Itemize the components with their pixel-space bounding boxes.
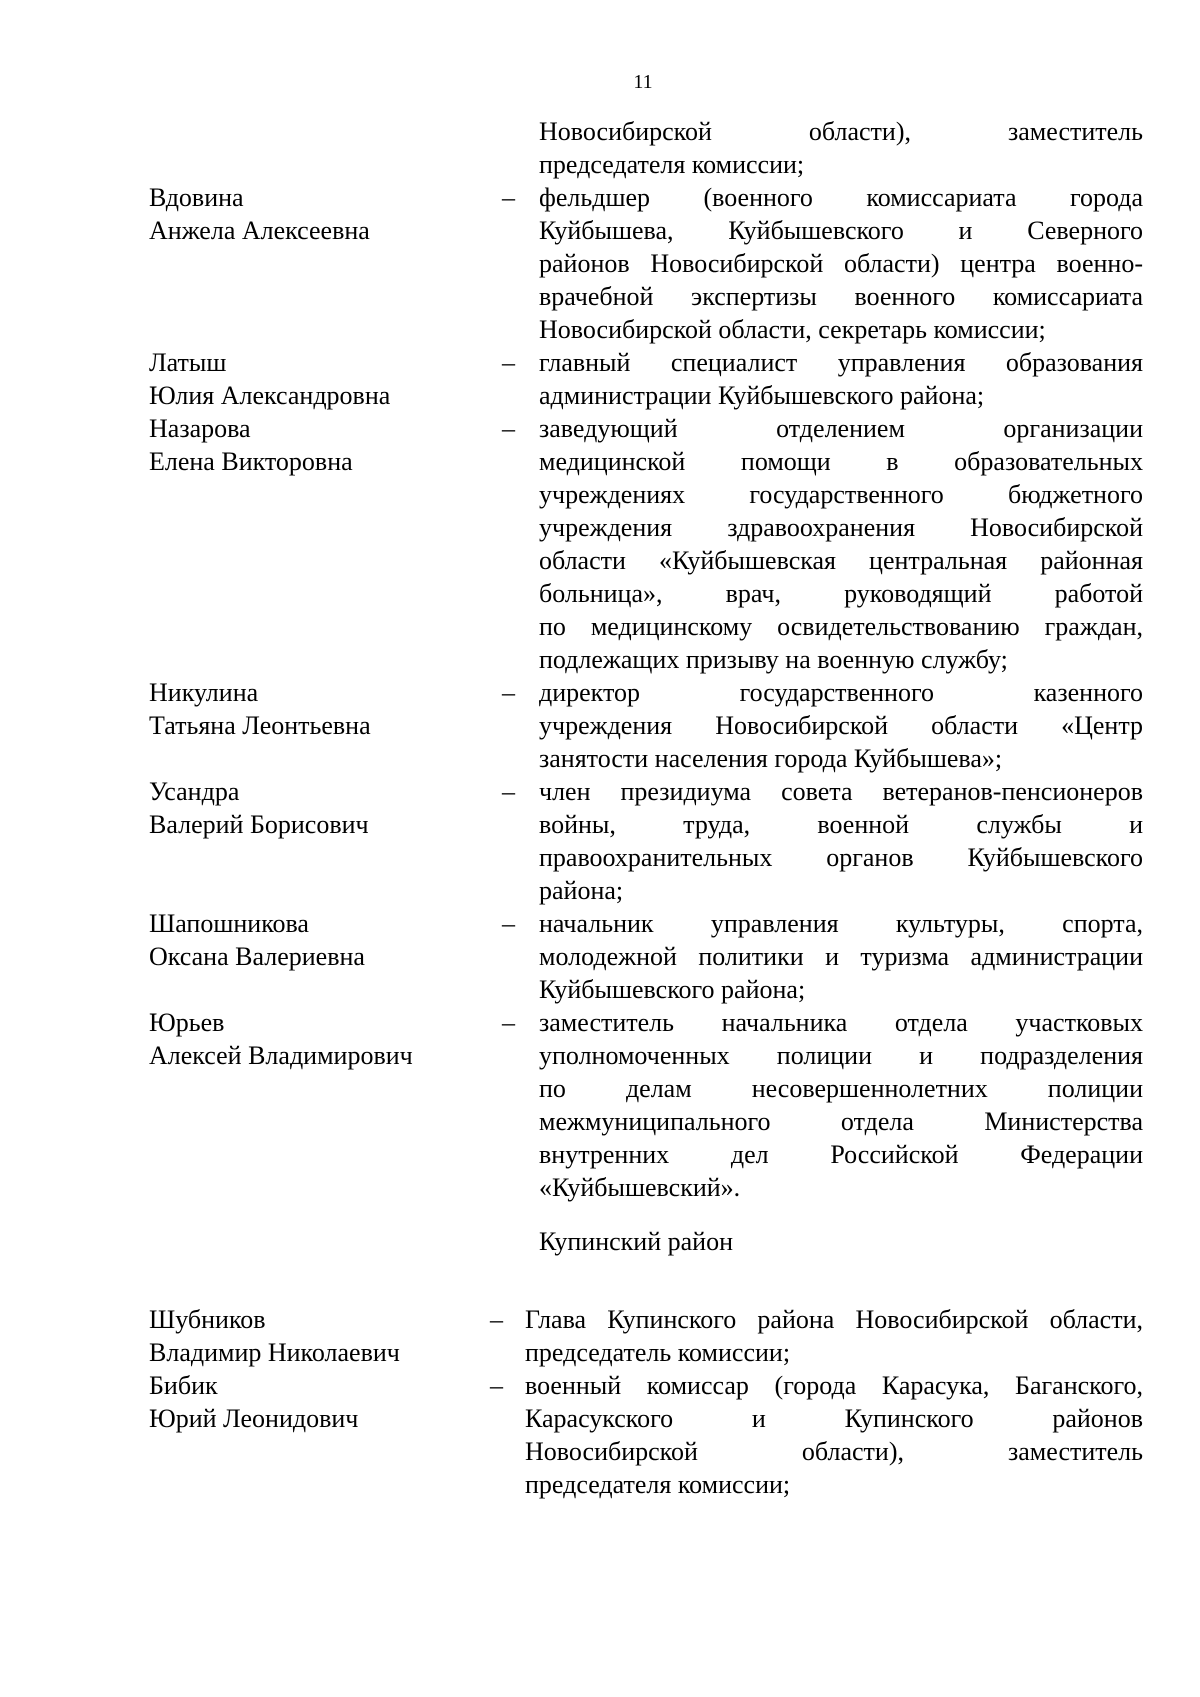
text-line: Куйбышева, Куйбышевского и Северного bbox=[539, 216, 1143, 245]
member-surname: Юрьев bbox=[149, 1008, 225, 1037]
member-surname: Никулина bbox=[149, 678, 259, 707]
section-heading: Купинский район bbox=[539, 1227, 733, 1256]
member-name bbox=[149, 775, 469, 841]
text-line: по медицинскому освидетельствованию граждан, bbox=[539, 612, 1143, 641]
member-given-name: Елена Викторовна bbox=[149, 447, 353, 476]
member-surname: Бибик bbox=[149, 1371, 218, 1400]
continuation-text bbox=[539, 115, 1143, 181]
dash: – bbox=[502, 183, 515, 212]
member-surname: Латыш bbox=[149, 348, 227, 377]
member-surname: Вдовина bbox=[149, 183, 244, 212]
member-name bbox=[149, 1369, 469, 1435]
member-given-name: Алексей Владимирович bbox=[149, 1041, 413, 1070]
text-line: учреждения здравоохранения Новосибирской bbox=[539, 513, 1143, 542]
text-line: заведующий отделением организации bbox=[539, 414, 1143, 443]
text-line: администрации Куйбышевского района; bbox=[539, 381, 985, 410]
dash: – bbox=[502, 1008, 515, 1037]
dash: – bbox=[490, 1371, 503, 1400]
member-given-name: Валерий Борисович bbox=[149, 810, 369, 839]
member-given-name: Татьяна Леонтьевна bbox=[149, 711, 371, 740]
page-number: 11 bbox=[633, 71, 653, 93]
text-line: военный комиссар (города Карасука, Баганского, bbox=[525, 1371, 1143, 1400]
text-line: председателя комиссии; bbox=[539, 150, 805, 179]
text-line: директор государственного казенного bbox=[539, 678, 1143, 707]
dash: – bbox=[502, 678, 515, 707]
text-line: правоохранительных органов Куйбышевского bbox=[539, 843, 1143, 872]
text-line: межмуниципального отдела Министерства bbox=[539, 1107, 1143, 1136]
member-position bbox=[539, 676, 1143, 775]
member-given-name: Юрий Леонидович bbox=[149, 1404, 359, 1433]
member-surname: Шапошникова bbox=[149, 909, 309, 938]
text-line: начальник управления культуры, спорта, bbox=[539, 909, 1143, 938]
member-name bbox=[149, 181, 469, 247]
text-line: по делам несовершеннолетних полиции bbox=[539, 1074, 1143, 1103]
member-given-name: Юлия Александровна bbox=[149, 381, 391, 410]
text-line: подлежащих призыву на военную службу; bbox=[539, 645, 1008, 674]
text-line: занятости населения города Куйбышева»; bbox=[539, 744, 1003, 773]
text-line: области «Куйбышевская центральная районная bbox=[539, 546, 1143, 575]
member-surname: Усандра bbox=[149, 777, 240, 806]
member-name bbox=[149, 676, 469, 742]
member-position bbox=[539, 181, 1143, 346]
text-line: заместитель начальника отдела участковых bbox=[539, 1008, 1143, 1037]
member-name bbox=[149, 1303, 469, 1369]
member-given-name: Владимир Николаевич bbox=[149, 1338, 400, 1367]
member-position bbox=[539, 346, 1143, 412]
member-position bbox=[539, 1006, 1143, 1204]
text-line: Новосибирской области), заместитель bbox=[525, 1437, 1143, 1466]
member-position bbox=[539, 775, 1143, 907]
text-line: Новосибирской области), заместитель bbox=[539, 117, 1143, 146]
dash: – bbox=[502, 414, 515, 443]
dash: – bbox=[502, 777, 515, 806]
text-line: фельдшер (военного комиссариата города bbox=[539, 183, 1143, 212]
text-line: молодежной политики и туризма администрации bbox=[539, 942, 1143, 971]
text-line: Карасукского и Купинского районов bbox=[525, 1404, 1143, 1433]
text-line: главный специалист управления образования bbox=[539, 348, 1143, 377]
member-name bbox=[149, 1006, 469, 1072]
text-line: войны, труда, военной службы и bbox=[539, 810, 1143, 839]
dash: – bbox=[502, 348, 515, 377]
text-line: внутренних дел Российской Федерации bbox=[539, 1140, 1143, 1169]
member-name bbox=[149, 907, 469, 973]
member-surname: Назарова bbox=[149, 414, 251, 443]
member-given-name: Оксана Валериевна bbox=[149, 942, 365, 971]
text-line: Глава Купинского района Новосибирской области, bbox=[525, 1305, 1143, 1334]
text-line: Куйбышевского района; bbox=[539, 975, 806, 1004]
dash: – bbox=[502, 909, 515, 938]
member-position bbox=[525, 1369, 1143, 1501]
text-line: районов Новосибирской области) центра военно- bbox=[539, 249, 1143, 278]
text-line: района; bbox=[539, 876, 624, 905]
dash: – bbox=[490, 1305, 503, 1334]
text-line: учреждениях государственного бюджетного bbox=[539, 480, 1143, 509]
text-line: учреждения Новосибирской области «Центр bbox=[539, 711, 1143, 740]
text-line: член президиума совета ветеранов-пенсионеров bbox=[539, 777, 1143, 806]
member-position bbox=[539, 412, 1143, 676]
text-line: уполномоченных полиции и подразделения bbox=[539, 1041, 1143, 1070]
text-line: врачебной экспертизы военного комиссариата bbox=[539, 282, 1143, 311]
member-surname: Шубников bbox=[149, 1305, 266, 1334]
text-line: больница», врач, руководящий работой bbox=[539, 579, 1143, 608]
text-line: председатель комиссии; bbox=[525, 1338, 791, 1367]
member-position bbox=[525, 1303, 1143, 1369]
text-line: «Куйбышевский». bbox=[539, 1173, 741, 1202]
text-line: Новосибирской области, секретарь комиссии; bbox=[539, 315, 1046, 344]
member-name bbox=[149, 346, 469, 412]
member-name bbox=[149, 412, 469, 478]
text-line: медицинской помощи в образовательных bbox=[539, 447, 1143, 476]
text-line: председателя комиссии; bbox=[525, 1470, 791, 1499]
member-position bbox=[539, 907, 1143, 1006]
member-given-name: Анжела Алексеевна bbox=[149, 216, 370, 245]
